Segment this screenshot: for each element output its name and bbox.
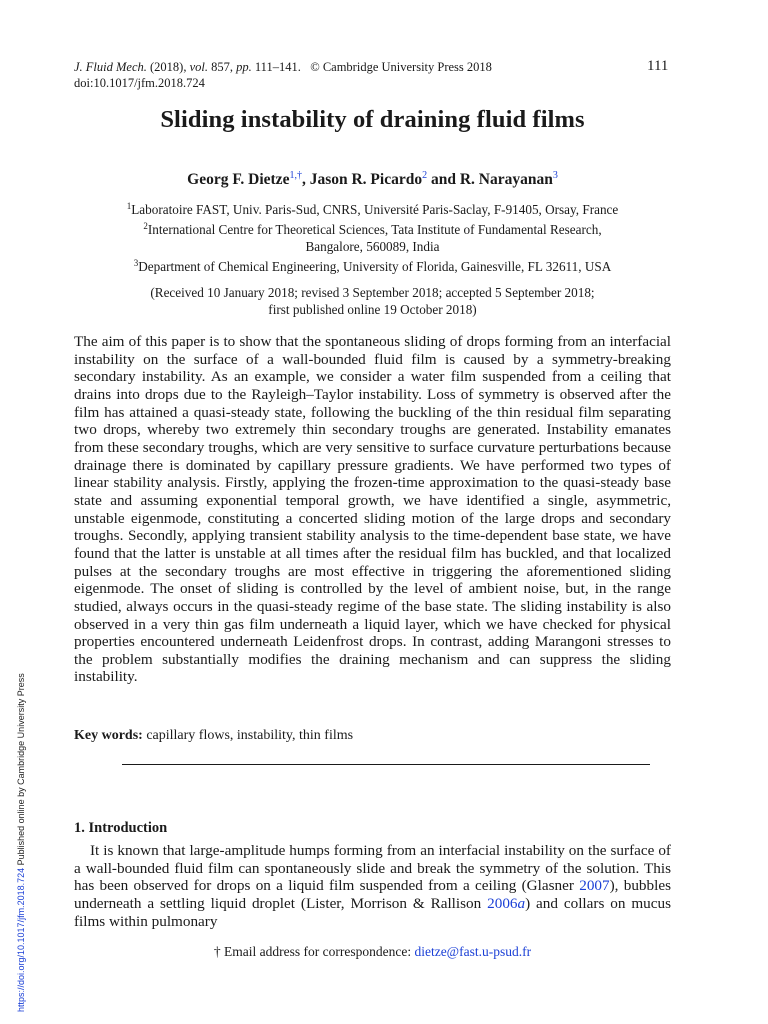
keywords [74, 728, 353, 744]
author-2-affiliation-link[interactable]: 2 [422, 170, 428, 181]
page-number: 111 [647, 58, 669, 74]
author-3-affiliation-link[interactable]: 3 [552, 170, 558, 181]
affiliation-3-text: Department of Chemical Engineering, University of Florida, Gainesville, FL 32611, USA [138, 259, 612, 274]
section-divider [122, 764, 650, 765]
citation-lister-suffix: a [517, 894, 526, 912]
citation-lister-2006a[interactable] [487, 895, 525, 912]
citation-glasner-2007[interactable]: 2007 [579, 877, 610, 895]
affiliation-1-text: Laboratoire FAST, Univ. Paris-Sud, CNRS, Université Paris-Saclay, F-91405, Orsay, France [131, 202, 619, 217]
affiliation-1 [0, 198, 745, 218]
affiliation-2 [0, 218, 745, 255]
keywords-label: Key words: [74, 728, 143, 743]
intro-paragraph [74, 842, 671, 930]
intro-text-3: ) and collars on mucus films within pulmonary [74, 894, 671, 930]
doi-line: doi:10.1017/jfm.2018.724 [74, 76, 205, 90]
section-heading: 1. Introduction [74, 820, 168, 836]
received-line-2: first published online 19 October 2018) [268, 302, 477, 317]
affiliation-3 [0, 255, 745, 275]
affiliation-2-text-line2: Bangalore, 560089, India [305, 239, 440, 254]
received-dates [0, 284, 745, 318]
correspondence-email-link[interactable]: dietze@fast.u-psud.fr [414, 944, 532, 959]
author-2: Jason R. Picardo [309, 171, 423, 188]
vol-label: vol. [189, 60, 208, 74]
author-3: R. Narayanan [459, 171, 553, 188]
copyright-notice: © Cambridge University Press 2018 [310, 60, 492, 74]
sidebar-doi-link[interactable]: https://doi.org/10.1017/jfm.2018.724 [16, 867, 26, 1012]
journal-volume: 857, [211, 60, 233, 74]
affiliation-1-number: 1 [126, 201, 132, 211]
citation-lister-year: 2006 [487, 894, 518, 912]
author-1-affiliation-link[interactable]: 1,† [289, 170, 302, 181]
author-and: and [430, 171, 456, 188]
author-1: Georg F. Dietze [187, 171, 290, 188]
paper-title: Sliding instability of draining fluid films [160, 106, 585, 133]
abstract: The aim of this paper is to show that the spontaneous sliding of drops forming from an interfacial instability on the surface of a wall-bounded fluid film is caused by a symmetry-breaking secondary instability. As an example, we consider a water film suspended from a ceiling that drains into drops due to the Rayleigh–Taylor instability. Loss of symmetry is observed after the film has attained a quasi-steady state, following the buckling of the thin residual film separating two drops, whereby two extremely thin secondary troughs are generated. Instability emanates from these secondary troughs, which are very sensitive to surface curvature perturbations because drainage there is dominated by capillary pressure gradients. We have performed two types of linear stability analysis. Firstly, applying the frozen-time approximation to the quasi-steady base state and assuming exponential temporal growth, we have identified a single, asymmetric, unstable eigenmode, constituting a concerted sliding motion of the large drops and secondary troughs. Secondly, applying transient stability analysis to the time-dependent base state, we have found that the latter is unstable at all times after the residual film has buckled, and that localized pulses at the secondary troughs are most effective in triggering the aforementioned sliding eigenmode. The onset of sliding is controlled by the level of ambient noise, but, in the range studied, always occurs in the quasi-steady regime of the base state. The sliding instability is also observed in a very thin gas film underneath a liquid layer, which we have checked for physical properties encountered underneath Leidenfrost drops. In contrast, adding Marangoni stresses to the problem substantially modifies the draining mechanism and can suppress the sliding instability. [74, 333, 671, 686]
author-list: Georg F. Dietze$^{1,\dagger}$, Jason R. Picardo$^2$ and R. Narayanan$^3$ [187, 170, 558, 188]
journal-pages: 111–141. [254, 60, 301, 74]
intro-text-2: ), bubbles underneath a settling liquid droplet (Lister, Morrison & Rallison [74, 877, 671, 912]
affiliation-3-number: 3 [133, 258, 139, 268]
journal-name: J. Fluid Mech. [74, 60, 147, 74]
sidebar-text: Published online by Cambridge University Press [16, 673, 26, 868]
affiliation-2-number: 2 [143, 221, 148, 231]
received-line-1: (Received 10 January 2018; revised 3 September 2018; accepted 5 September 2018; [150, 285, 595, 300]
affiliation-2-text: International Centre for Theoretical Sciences, Tata Institute of Fundamental Research, [147, 222, 602, 237]
journal-citation [74, 59, 492, 75]
footnote-text: † Email address for correspondence: [213, 944, 415, 959]
pp-label: pp. [236, 60, 252, 74]
correspondence-footnote [0, 944, 745, 960]
keywords-text: capillary flows, instability, thin films [146, 728, 354, 743]
doi-sidebar [16, 673, 26, 1012]
intro-text-1: It is known that large-amplitude humps forming from an interfacial instability on the surface of a wall-bounded fluid film can spontaneously slide and break the symmetry of the solution. This has been observed for drops on a liquid film suspended from a ceiling (Glasner [74, 842, 671, 895]
journal-year: (2018), [150, 60, 187, 74]
